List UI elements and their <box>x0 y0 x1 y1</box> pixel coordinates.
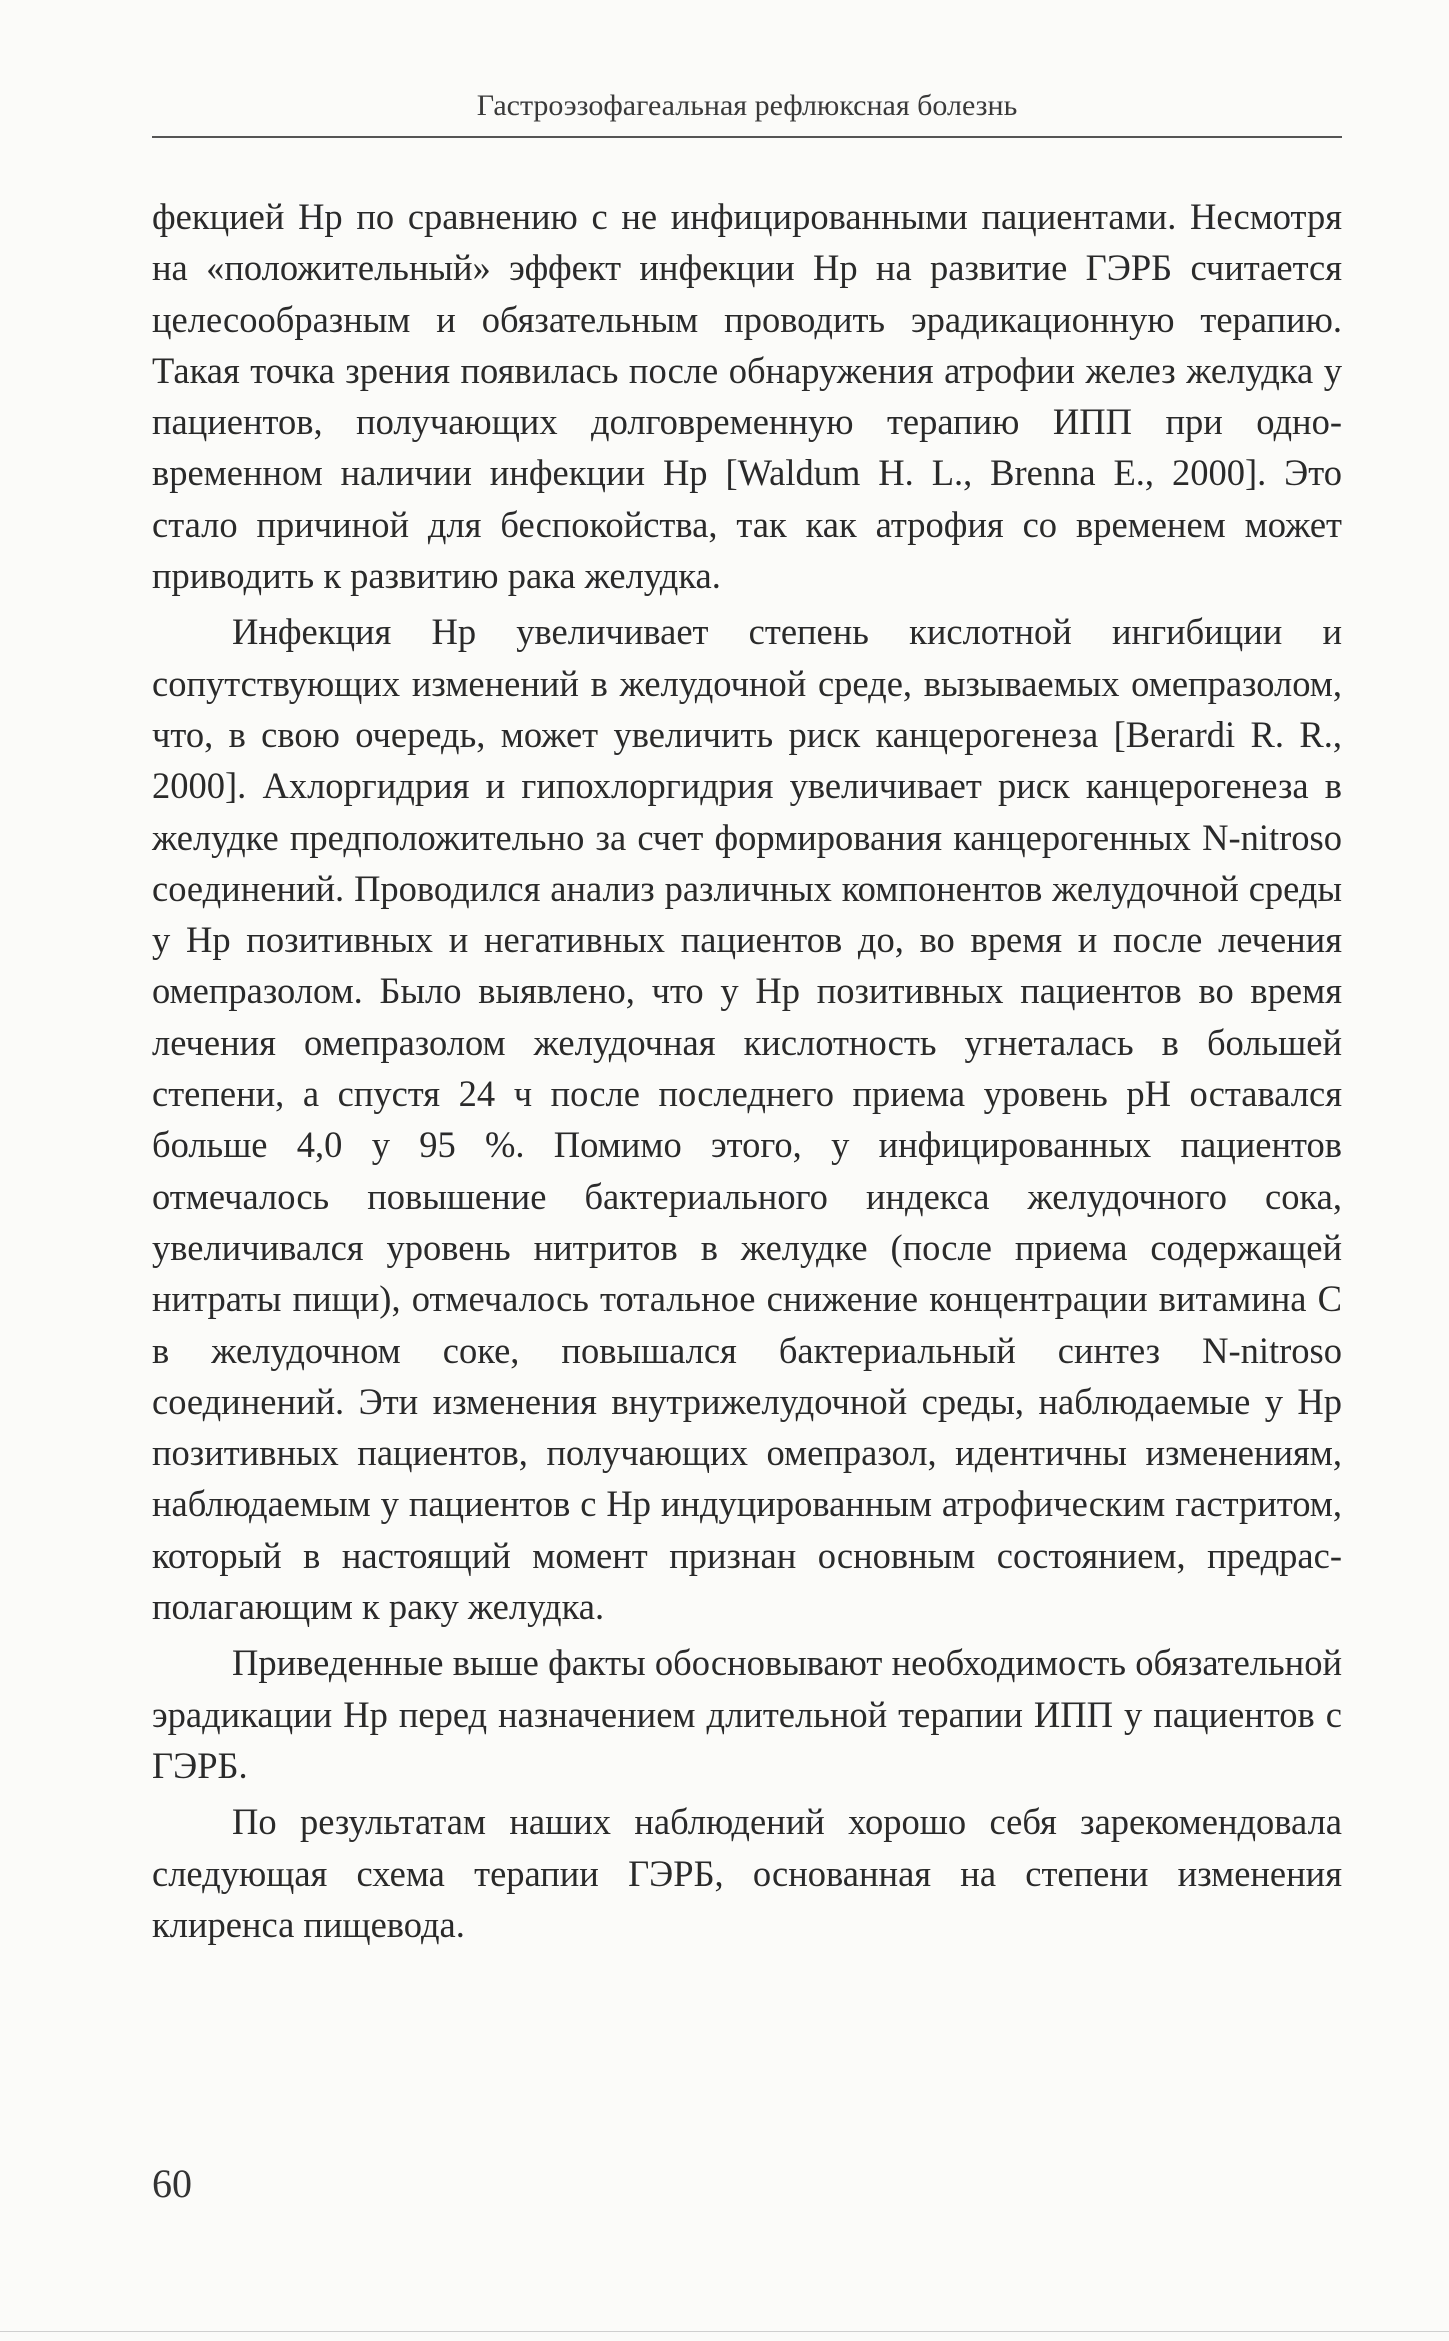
paragraph: фекцией Нр по сравнению с не инфицированными пациентами. Несмотря на «положительный» эффект инфекции Нр на развитие ГЭРБ считается целесообразным и обязательным проводить эрадикационную терапию. Такая точка зрения появилась после обнаружения атрофии желез желудка у пациентов, получающих долговременную терапию ИПП при одновременном наличии инфекции Нр [Waldum H. L., Brenna E., 2000]. Это стало причиной для беспокойства, так как атрофия со временем может приводить к развитию рака желудка. <box>152 196 1342 597</box>
scan-edge-line <box>0 2331 1449 2332</box>
paragraph: Инфекция Нр увеличивает степень кислотной ингибиции и сопутствующих изменений в желудочной среде, вызываемых омепразолом, что, в свою очередь, может увеличить риск канцерогенеза [Berardi R. R., 2000]. Ахлоргидрия и гипохлоргидрия увеличивает риск канцерогенеза в желудке предположительно за счет формирования канцерогенных N-nitroso соединений. Проводился анализ различных компонентов желудочной среды у Нр позитивных и негативных пациентов до, во время и после лечения омепразолом. Было выявлено, что у Нр позитивных пациентов во время лечения омепразолом желудочная кислотность угнеталась в большей степени, а спустя 24 ч после последнего приема уровень pH оставался больше 4,0 у 95 %. Помимо этого, у инфицированных пациентов отмечалось повышение бактериального индекса желудочного сока, увеличивался уровень нитритов в желудке (после приема содержащей нитраты пищи), отмечалось тотальное снижение концентрации витамина С в желудочном соке, повышался бактериальный синтез N-nitroso соединений. Эти изменения внутрижелудочной среды, наблюдаемые у Нр позитивных пациентов, получающих омепразол, идентичны изменениям, наблюдаемым у пациентов с Нр индуцированным атрофическим гастритом, который в настоящий момент признан основным состоянием, предрасполагающим к раку желудка. <box>152 611 1342 1628</box>
paragraph: Приведенные выше факты обосновывают необходимость обязательной эрадикации Нр перед назначением длительной терапии ИПП у пациентов с ГЭРБ. <box>152 1642 1342 1786</box>
header-divider <box>152 136 1342 138</box>
running-header: Гастроэзофагеальная рефлюксная болезнь <box>476 89 1018 122</box>
paragraph: По результатам наших наблюдений хорошо себя зарекомендовала следующая схема терапии ГЭРБ, основанная на степени изменения клиренса пищевода. <box>152 1801 1342 1945</box>
page-number: 60 <box>152 2161 192 2206</box>
body-text <box>152 191 1342 1955</box>
